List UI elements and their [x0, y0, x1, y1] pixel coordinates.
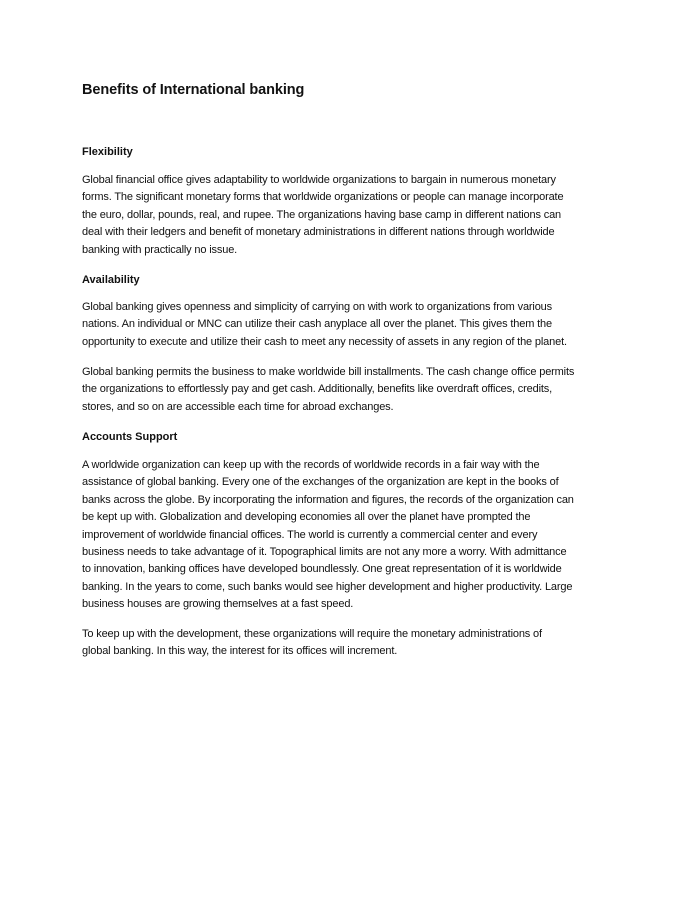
document-title: Benefits of International banking	[82, 82, 305, 98]
text-line: banking. In the years to come, such banks would see higher development and higher productivity. Large	[82, 580, 573, 593]
text-line: Global banking gives openness and simplicity of carrying on with work to organizations from various	[82, 301, 552, 313]
section-heading-flexibility: Flexibility	[82, 146, 133, 158]
text-line: A worldwide organization can keep up with the records of worldwide records in a fair way with the	[82, 459, 540, 471]
paragraph-availability-2	[82, 364, 622, 416]
text-line: Global financial office gives adaptability to worldwide organizations to bargain in numerous monetary	[82, 174, 556, 186]
text-line: Global banking permits the business to make worldwide bill installments. The cash change office permits	[82, 366, 575, 378]
text-line: business needs to take advantage of it. Topographical limits are not any more a worry. With admittance	[82, 546, 567, 559]
section-heading-accounts-support: Accounts Support	[82, 431, 178, 443]
text-line: deal with their ledgers and benefit of monetary administrations in different nations through worldwide	[82, 226, 555, 239]
text-line: to innovation, banking offices have developed boundlessly. One great representation of it is worldwide	[82, 563, 562, 576]
text-line: assistance of global banking. Every one of the exchanges of the organization are kept in the books of	[82, 476, 559, 489]
paragraph-accounts-support-1	[82, 457, 622, 614]
paragraph-accounts-support-2	[82, 626, 622, 661]
text-line: forms. The significant monetary forms that worldwide organizations or people can manage incorporate	[82, 191, 564, 204]
text-line: banking with practically no issue.	[82, 243, 238, 256]
paragraph-flexibility-1	[82, 172, 622, 259]
text-line: opportunity to execute and utilize their cash to meet any necessity of assets in any region of the planet.	[82, 335, 567, 348]
text-line: improvement of worldwide financial offices. The world is currently a commercial center and every	[82, 528, 538, 541]
text-line: be kept up with. Globalization and developing economies all over the planet have prompted the	[82, 511, 531, 524]
text-line: the euro, dollar, pounds, real, and rupee. The organizations having base camp in different nations can	[82, 208, 562, 221]
section-heading-availability: Availability	[82, 274, 140, 286]
text-line: nations. An individual or MNC can utilize their cash anyplace all over the planet. This gives them the	[82, 318, 552, 331]
text-line: banks across the globe. By incorporating the information and figures, the records of the organization can	[82, 493, 574, 506]
text-line: the organizations to effortlessly pay and get cash. Additionally, benefits like overdraft offices, credits,	[82, 383, 553, 396]
text-line: stores, and so on are accessible each time for abroad exchanges.	[82, 400, 394, 413]
paragraph-availability-1	[82, 299, 622, 351]
text-line: To keep up with the development, these organizations will require the monetary administrations of	[82, 628, 542, 640]
text-line: global banking. In this way, the interest for its offices will increment.	[82, 645, 398, 658]
text-line: business houses are growing themselves at a fast speed.	[82, 598, 354, 611]
